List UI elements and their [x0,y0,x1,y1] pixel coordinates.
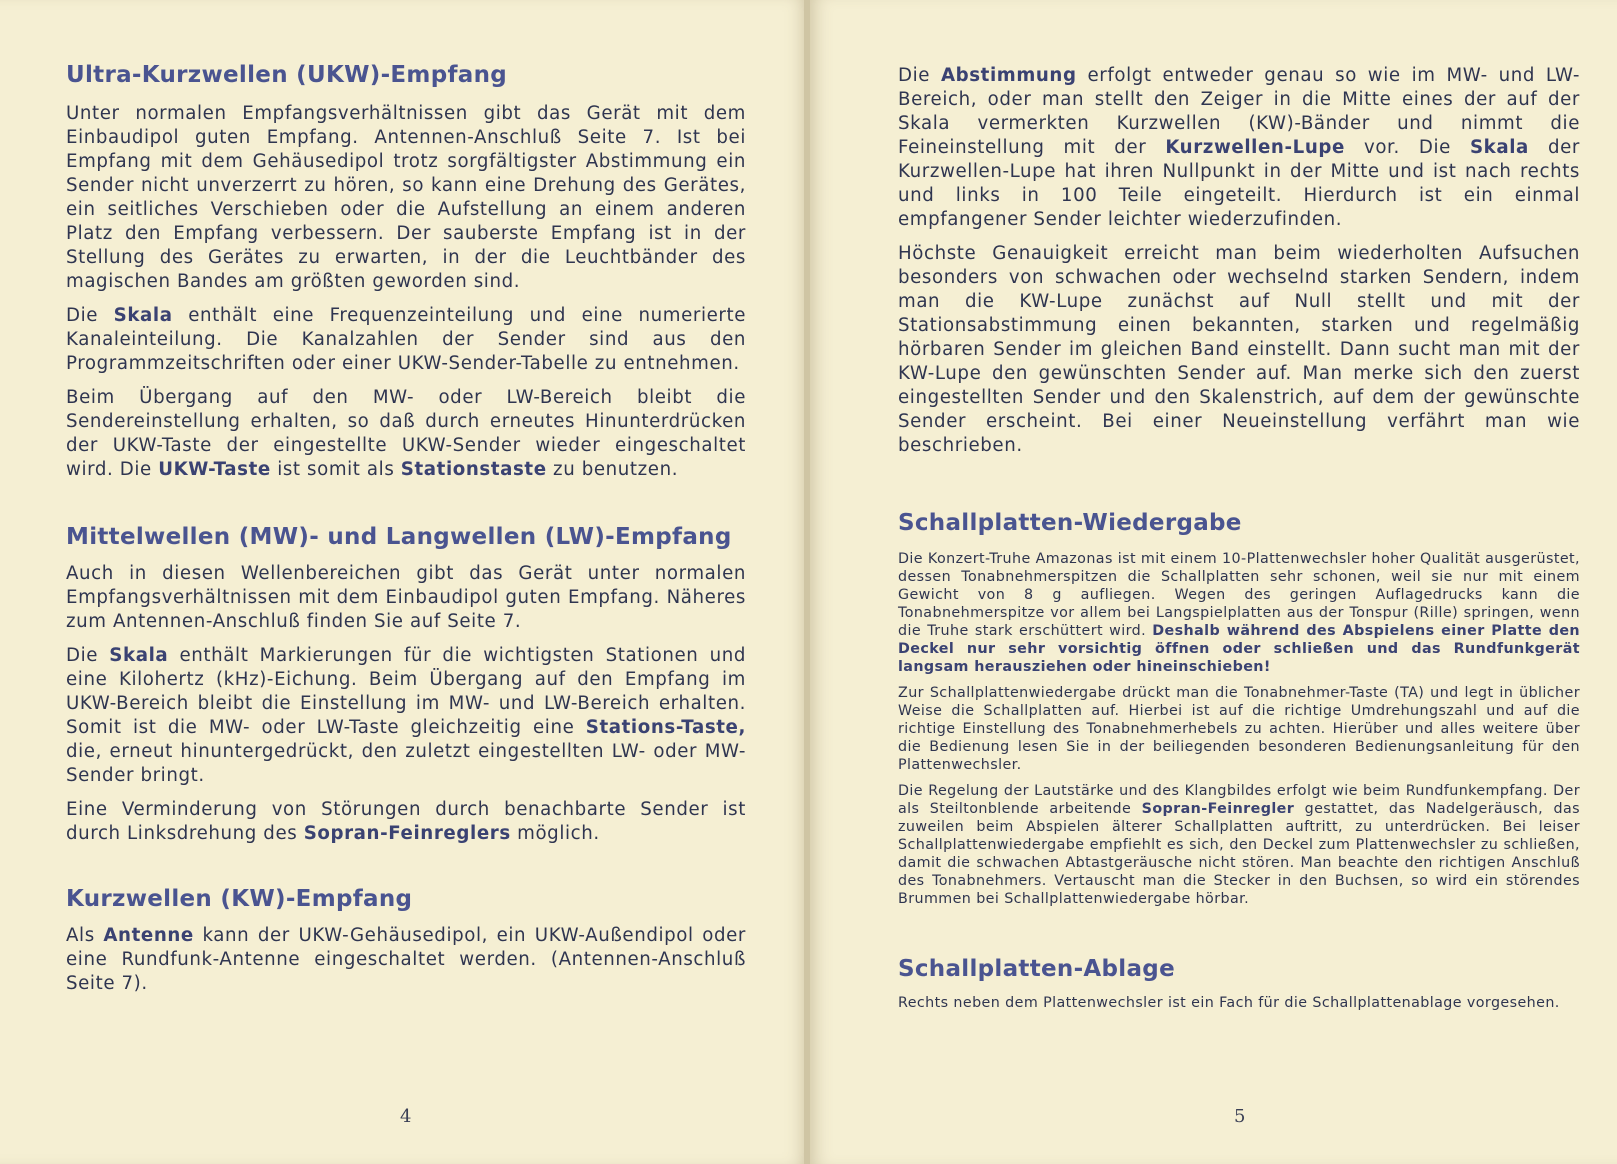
text-run: Als [66,925,104,946]
term-skala: Skala [113,305,173,326]
term-skala: Skala [1469,137,1529,158]
text-run: Die [66,305,114,326]
text-run: Die Konzert-Truhe Amazonas ist mit einem 10-Plattenwechsler hoher Qualität ausgerüstet, dessen Tonabnehmerspitzen die Schallplatten sehr schonen, weil sie nur mit einem Gewicht von 8 g aufliegen. Wegen des geringen Auflagedrucks kann die Tonabnehmerspitze vor allem bei Langspielplatten aus der Tonspur (Rille) springen, wenn die Truhe stark erschüttert wird. [898,551,1580,639]
text-run: die, erneut hinuntergedrückt, den zuletzt eingestellten LW- oder MW-Sender bringt. [66,741,746,786]
term-stations-taste: Stations-Taste, [585,717,746,738]
text-run: gestattet, das Nadelgeräusch, das zuweilen beim Abspielen älterer Schallplatten auftritt, zu unterdrücken. Bei leiser Schallplattenwiedergabe empfiehlt es sich, den Deckel zum Plattenwechsler zu schließen, damit die schwachen Abtastgeräusche nicht stören. Man beachte den richtigen Anschluß des Tonabnehmers. Vertauscht man die Stecker in den Buchsen, so wird ein störendes Brummen bei Schallplattenwiedergabe hörbar. [898,801,1580,907]
warning-text: Deshalb während des Abspielens einer Platte den Deckel nur sehr vorsichtig öffnen oder schließen und das Rundfunkgerät langsam herausziehen oder hineinschieben! [898,623,1580,675]
text-run: erfolgt entweder genau so wie im MW- und LW-Bereich, oder man stellt den Zeiger in die Mitte eines der auf der Skala vermerkten Kurzwellen (KW)-Bänder und nimmt die Feineinstellung mit der [898,65,1580,158]
text-run: zu benutzen. [546,459,679,480]
text-run: enthält Markierungen für die wichtigsten Stationen und eine Kilohertz (kHz)-Eichung. Beim Übergang auf den Empfang im UKW-Bereich bleibt die Einstellung im MW- und LW-Bereich erhalten. Somit ist die MW- oder LW-Taste gleichzeitig eine [66,645,747,738]
text-run: enthält eine Frequenzeinteilung und eine numerierte Kanaleinteilung. Die Kanalzahlen der Sender sind aus den Programmzeitschriften oder einer UKW-Sender-Tabelle zu entnehmen. [66,305,746,374]
text-run: vor. Die [1344,137,1470,158]
text-run: Die [898,65,941,86]
right-column [898,64,1580,1012]
ukw-paragraph-1: Unter normalen Empfangsverhältnissen gibt das Gerät mit dem Einbaudipol guten Empfang. Antennen-Anschluß Seite 7. Ist bei Empfang mit dem Gehäusedipol trotz sorgfältigster Abstimmung ein Sender nicht unverzerrt zu hören, so kann eine Drehung des Gerätes, ein seitliches Verschieben oder die Aufstellung an einem anderen Platz den Empfang verbessern. Der sauberste Empfang ist in der Stellung des Gerätes zu erwarten, in der die Leuchtbänder des magischen Bandes am größten geworden sind. [66,103,746,292]
ablage-paragraph-1: Rechts neben dem Plattenwechsler ist ein Fach für die Schallplattenablage vorgesehen. [898,995,1560,1011]
right-page [810,0,1617,1164]
page-number-left: 4 [400,1106,412,1127]
wiedergabe-paragraph-3 [898,782,1580,908]
mw-lw-paragraph-3 [66,798,746,846]
term-kurzwellen-lupe: Kurzwellen-Lupe [1165,137,1345,158]
text-run: Die [66,645,110,666]
mw-lw-paragraph-2 [66,644,746,788]
text-run: möglich. [510,823,600,844]
heading-mw-lw: Mittelwellen (MW)- und Langwellen (LW)-Empfang [66,524,732,550]
text-run: Die Regelung der Lautstärke und des Klangbildes erfolgt wie beim Rundfunkempfang. Der als Steiltonblende arbeitende [898,783,1580,817]
left-page [0,0,808,1164]
text-run: ist somit als [270,459,401,480]
text-run: Beim Übergang auf den MW- oder LW-Bereich bleibt die Sendereinstellung erhalten, so daß durch erneutes Hinunterdrücken der UKW-Taste der eingestellte UKW-Sender wieder eingeschaltet wird. Die [66,387,746,480]
term-antenne: Antenne [103,925,194,946]
text-run: Eine Verminderung von Störungen durch benachbarte Sender ist durch Linksdrehung des [66,799,746,844]
term-ukw-taste: UKW-Taste [158,459,271,480]
kw-paragraph-1 [66,924,746,996]
text-run: kann der UKW-Gehäusedipol, ein UKW-Außendipol oder eine Rundfunk-Antenne eingeschaltet werden. (Antennen-Anschluß Seite 7). [66,925,746,994]
ukw-paragraph-2 [66,304,746,376]
page-number-right: 5 [1234,1106,1246,1127]
heading-schallplatten-wiedergabe: Schallplatten-Wiedergabe [898,510,1242,536]
kw-continued-paragraph-2: Höchste Genauigkeit erreicht man beim wiederholten Aufsuchen besonders von schwachen oder wechselnd starken Sendern, indem man die KW-Lupe zunächst auf Null stellt und mit der Stationsabstimmung einen bekannten, starken und regelmäßig hörbaren Sender im gleichen Band einstellt. Dann sucht man mit der KW-Lupe den gewünschten Sender auf. Man merke sich den zuerst eingestellten Sender und den Skalenstrich, auf dem der gewünschte Sender erscheint. Bei einer Neueinstellung verfährt man wie beschrieben. [898,243,1580,456]
heading-schallplatten-ablage: Schallplatten-Ablage [898,956,1175,982]
text-run: der Kurzwellen-Lupe hat ihren Nullpunkt in der Mitte und ist nach rechts und links in 100 Teile eingeteilt. Hierdurch ist ein einmal empfangener Sender leichter wiederzufinden. [898,137,1580,230]
ukw-paragraph-3 [66,386,746,482]
mw-lw-paragraph-1: Auch in diesen Wellenbereichen gibt das Gerät unter normalen Empfangsverhältnissen mit dem Einbaudipol guten Empfang. Näheres zum Antennen-Anschluß finden Sie auf Seite 7. [66,563,746,632]
wiedergabe-paragraph-2: Zur Schallplattenwiedergabe drückt man die Tonabnehmer-Taste (TA) und legt in üblicher Weise die Schallplatten auf. Hierbei ist auf die richtige Umdrehungszahl und auf die richtige Einstellung des Tonabnehmerhebels zu achten. Hierüber und alles weitere über die Bedienung lesen Sie in der beiliegenden besonderen Bedienungsanleitung für den Plattenwechsler. [898,685,1580,773]
heading-kw: Kurzwellen (KW)-Empfang [66,886,413,912]
term-stationstaste: Stationstaste [400,459,547,480]
term-sopran-feinregler: Sopran-Feinregler [1141,801,1295,817]
left-column [66,62,746,996]
wiedergabe-paragraph-1 [898,550,1580,676]
kw-continued-paragraph-1 [898,64,1580,232]
term-abstimmung: Abstimmung [940,65,1077,86]
term-sopran-feinregler: Sopran-Feinreglers [303,823,511,844]
term-skala: Skala [109,645,169,666]
heading-ukw: Ultra-Kurzwellen (UKW)-Empfang [66,62,508,88]
